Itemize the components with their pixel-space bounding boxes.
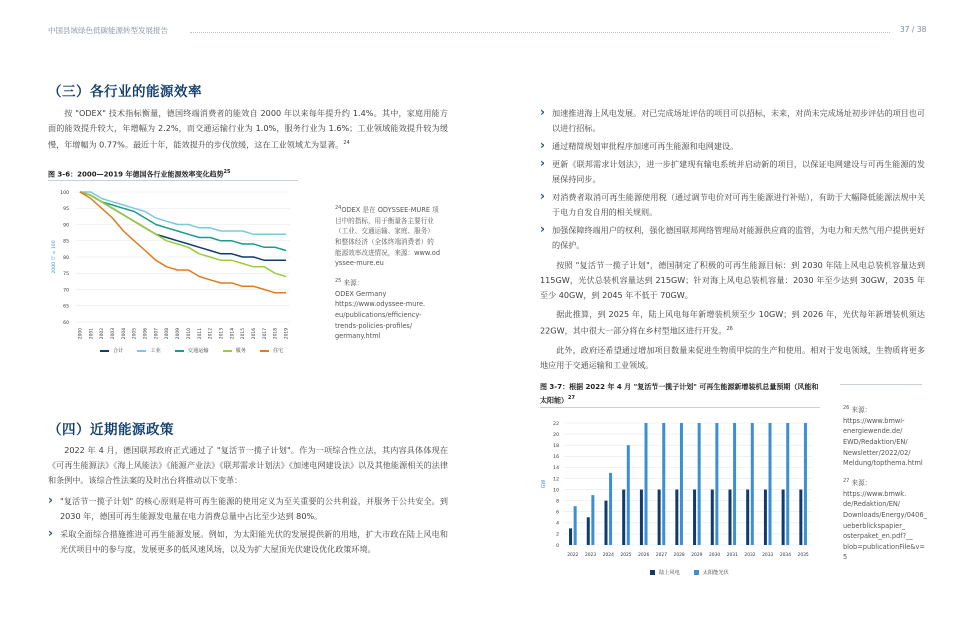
x-tick-label: 2004 — [121, 328, 127, 340]
note-divider — [840, 384, 922, 385]
bar — [786, 423, 789, 545]
section-title-policy: （四）近期能源政策 — [48, 422, 174, 438]
bar — [715, 423, 718, 545]
note-link-line: osterpaket_en.pdf?__ — [843, 532, 913, 541]
note-link-line: eu/publications/efficiency- — [335, 310, 422, 319]
bar — [591, 495, 594, 545]
bar — [680, 423, 683, 545]
x-tick-label: 2035 — [797, 553, 809, 558]
efficiency-text: 按 "ODEX" 技术指标衡量，德国终端消费者的能效自 2000 年以来每年提升约 1.4%。其中，家庭用能方面的能效提升较大，年增幅为 2.2%，而交通运输行业为 1.0%，服务行业为 1.6%；工业领域能效提升较为缓慢，年增幅为 0.77%。最近十年，能效提升的步伐放缓，这在工业领域尤为显著。 — [48, 108, 448, 150]
y-tick-label: 80 — [63, 255, 69, 261]
bar — [693, 490, 696, 545]
bar-chart-legend — [650, 569, 729, 576]
y-tick-label: 22 — [553, 421, 559, 427]
section-title-efficiency: （三）各行业的能源效率 — [48, 84, 202, 100]
line-chart-legend — [100, 347, 283, 354]
series-line — [80, 192, 286, 260]
x-tick-label: 2006 — [143, 328, 149, 340]
x-tick-label: 2016 — [251, 328, 257, 340]
bar — [627, 445, 630, 545]
y-tick-label: 75 — [63, 272, 69, 278]
x-tick-label: 2031 — [726, 553, 738, 558]
y-axis-label: 2000 年 = 100 — [52, 240, 57, 274]
bar — [609, 473, 612, 545]
bar — [698, 423, 701, 545]
x-tick-label: 2025 — [620, 553, 632, 558]
x-tick-label: 2018 — [273, 328, 279, 340]
x-tick-label: 2023 — [584, 553, 597, 558]
bar — [662, 423, 665, 545]
list-item: › "复活节一揽子计划" 的核心原则是将可再生能源的使用定义为至关重要的公共利益，并服务于公共安全。到 2030 年，德国可再生能源发电量在电力消费总量中占比至少达到 80%。 — [48, 494, 448, 524]
x-tick-label: 2030 — [708, 553, 721, 558]
targets-paragraphs — [540, 258, 925, 377]
policy-paragraph: 2022 年 4 月，德国联邦政府正式通过了 "复活节一揽子计划"。作为一项综合性立法，其内容具体体现在《可再生能源法》《海上风能法》《能源产业法》《联邦需求计划法》《加速电网建设法》以及其他能源相关的法律和条例中。该综合性法案的及时出台将推动以下变革： — [48, 445, 448, 485]
x-tick-label: 2013 — [219, 328, 225, 340]
biomass-paragraph: 此外，政府还希望通过增加项目数量来促进生物质甲烷的生产和使用。相对于发电领域，生物质将更多地应用于交通运输和工业领域。 — [540, 344, 925, 370]
bar — [675, 490, 678, 545]
figure-caption-3-6 — [48, 167, 328, 180]
y-tick-label: 8 — [556, 499, 559, 505]
legend-item-onshore-wind: 陆上风电 — [650, 569, 680, 576]
bar — [574, 506, 577, 545]
bar — [604, 501, 607, 545]
note-link-line: https://www.bmwi- — [843, 416, 905, 425]
list-item: › 加强保障终端用户的权利，强化德国联邦网络管理局对能源供应商的监管，为电力和天然气用户提供更好的保护。 — [540, 223, 925, 253]
list-item: › 加速推进海上风电发展。对已完成场址评估的项目可以招标，未来，对尚未完成场址初步评估的项目也可以进行招标。 — [540, 106, 925, 136]
y-tick-label: 100 — [60, 190, 69, 196]
series-line — [80, 192, 286, 234]
x-tick-label: 2005 — [132, 328, 138, 340]
bar — [658, 490, 661, 545]
y-tick-label: 65 — [63, 304, 69, 310]
footnote-ref: 27 — [568, 395, 575, 401]
y-tick-label: 14 — [553, 466, 559, 472]
footnote-24: $^{24}$ODEX 是在 ODYSSEE-MURE 项目中的指标，用于衡量各主要行业（工业、交通运输、家庭、服务）和整体经济（全体终端消费者）的能源效率改进情况，来源：www.odyssee-mure.eu — [335, 205, 441, 268]
right-bullet-list — [540, 106, 925, 256]
legend-item-solar-pv: 太阳能光伏 — [694, 569, 729, 576]
figure-caption-text: 图 3-6：2000—2019 年德国各行业能源效率变化趋势 — [48, 170, 224, 179]
bar — [733, 423, 736, 545]
x-tick-label: 2019 — [284, 328, 290, 340]
footnote-27: $^{27}$ 来源： https://www.bmwk. de/Redaktion/EN/ Downloads/Energy/0406_ ueberblickspapier_ osterpaket_en.pdf?__ blob=publicationFile&v=5 — [843, 478, 927, 562]
bar — [622, 490, 625, 545]
x-tick-label: 2001 — [89, 328, 95, 340]
bar — [645, 423, 648, 545]
bar — [640, 490, 643, 545]
list-item: › 采取全面综合措施推进可再生能源发展。例如，为太阳能光伏的发展提供新的用地，扩大市政在陆上风电和光伏项目中的参与度，发展更多的低风速风场，以及为扩大屋顶光伏建设优化政策环境。 — [48, 527, 448, 557]
x-tick-label: 2027 — [655, 553, 668, 558]
list-item: › 对消费者取消可再生能源使用税（通过调节电价对可再生能源进行补贴），有助于大幅降低能源法规中关于电力自发自用的相关规则。 — [540, 190, 925, 220]
bar — [799, 490, 802, 545]
y-tick-label: 20 — [553, 432, 559, 438]
y-tick-label: 70 — [63, 288, 69, 294]
y-tick-label: 12 — [553, 477, 559, 483]
capacity-bar-chart — [540, 413, 820, 568]
note-link-line: de/Redaktion/EN/ — [843, 500, 901, 509]
bar — [711, 490, 714, 545]
legend-item-services: 服务 — [223, 347, 246, 354]
x-tick-label: 2009 — [176, 328, 182, 340]
y-tick-label: 85 — [63, 239, 69, 245]
x-tick-label: 2007 — [154, 328, 160, 340]
x-tick-label: 2033 — [762, 553, 774, 558]
targets-paragraph: 按照 "复活节一揽子计划"，德国制定了积极的可再生能源目标：到 2030 年陆上风电总装机容量达到 115GW，光伏总装机容量达到 215GW；针对海上风电总装机容量：2030 年至少达到 30GW，2035 年至少 40GW，到 2045 年不低于 70GW。 — [540, 260, 925, 300]
bar — [804, 423, 807, 545]
x-tick-label: 2008 — [165, 328, 171, 340]
y-axis-label: GW — [542, 479, 547, 489]
x-tick-label: 2028 — [673, 553, 685, 558]
bar — [751, 423, 754, 545]
x-tick-label: 2003 — [111, 328, 117, 340]
bar — [769, 423, 772, 545]
bar — [764, 490, 767, 545]
x-tick-label: 2029 — [691, 553, 703, 558]
header-divider — [190, 32, 890, 33]
caption-divider — [48, 180, 298, 181]
y-tick-label: 6 — [556, 510, 559, 516]
y-tick-label: 60 — [63, 320, 69, 326]
legend-item-total: 合计 — [100, 347, 123, 354]
x-tick-label: 2032 — [744, 553, 756, 558]
x-tick-label: 2012 — [208, 328, 214, 340]
figure-caption-text: 图 3-7：根据 2022 年 4 月 "复活节一揽子计划" 可再生能源新增装机总量预期（风能和太阳能） — [540, 383, 819, 405]
legend-item-residential: 住宅 — [260, 347, 283, 354]
legend-item-transport: 交通运输 — [175, 347, 209, 354]
buildout-paragraph: 据此推算，到 2025 年，陆上风电每年新增装机须至少 10GW；到 2026 年，光伏每年新增装机须达 22GW，其中很大一部分将在乡村型地区进行开发。$^{26}$ — [540, 309, 925, 336]
list-item: › 更新《联邦需求计划法》，进一步扩建现有输电系统并启动新的项目，以保证电网建设与可再生能源的发展保持同步。 — [540, 157, 925, 187]
bar — [587, 517, 590, 545]
bar — [782, 490, 785, 545]
x-tick-label: 2010 — [186, 328, 192, 340]
x-tick-label: 2026 — [638, 553, 650, 558]
y-tick-label: 16 — [553, 455, 559, 461]
note-link-line: trends-policies-profiles/ — [335, 321, 413, 330]
footnote-ref: 24 — [343, 140, 350, 146]
x-tick-label: 2024 — [602, 553, 614, 558]
x-tick-label: 2034 — [779, 553, 792, 558]
footnote-ref: 25 — [223, 169, 231, 175]
note-line: ODEX Germany — [335, 289, 387, 298]
bar — [746, 490, 749, 545]
y-tick-label: 4 — [556, 521, 559, 527]
note-link-line: https://www.bmwk. — [843, 489, 907, 498]
caption-divider — [540, 407, 820, 408]
y-tick-label: 2 — [556, 532, 559, 538]
note-link-line: EWD/Redaktion/EN/ — [843, 437, 908, 446]
legend-item-industry: 工业 — [137, 347, 160, 354]
footnote-26: $^{26}$ 来源： https://www.bmwi- energiewende.de/ EWD/Redaktion/EN/ Newsletter/2022/02/ Meldung/topthema.html — [843, 403, 928, 469]
note-link-line: germany.html — [335, 332, 381, 341]
note-link-line: ueberblickspapier_ — [843, 521, 906, 530]
y-tick-label: 18 — [553, 443, 559, 449]
x-tick-label: 2002 — [100, 328, 106, 340]
x-tick-label: 2000 — [78, 328, 84, 340]
figure-caption-3-7 — [540, 382, 820, 406]
y-tick-label: 10 — [553, 488, 559, 494]
x-tick-label: 2022 — [567, 553, 579, 558]
efficiency-paragraph — [48, 106, 448, 157]
note-link-line: https://www.odyssee-mure. — [335, 300, 426, 309]
x-tick-label: 2015 — [241, 328, 247, 340]
y-tick-label: 95 — [63, 207, 69, 213]
policy-bullet-list — [48, 494, 448, 560]
note-link-line: energiewende.de/ — [843, 427, 903, 436]
note-link-line: Newsletter/2022/02/ — [843, 448, 911, 457]
footnote-25: $^{25}$ 来源： ODEX Germany https://www.odyssee-mure. eu/publications/efficiency- trends-policies-profiles/ germany.html — [335, 276, 440, 342]
y-tick-label: 90 — [63, 223, 69, 229]
note-link-line: blob=publicationFile&v=5 — [843, 542, 925, 562]
bar — [728, 490, 731, 545]
x-tick-label: 2017 — [262, 328, 268, 340]
note-link-line: Downloads/Energy/0406_ — [843, 510, 927, 519]
running-header: 中国县域绿色低碳能源转型发展报告 — [48, 26, 168, 35]
efficiency-line-chart — [48, 183, 298, 363]
list-item: › 通过精简规划审批程序加速可再生能源和电网建设。 — [540, 139, 925, 154]
page-number: 37 / 38 — [900, 25, 927, 34]
note-link-line: Meldung/topthema.html — [843, 459, 923, 468]
x-tick-label: 2014 — [230, 328, 236, 340]
x-tick-label: 2011 — [197, 328, 203, 340]
y-tick-label: 0 — [556, 543, 559, 549]
bar — [569, 528, 572, 545]
